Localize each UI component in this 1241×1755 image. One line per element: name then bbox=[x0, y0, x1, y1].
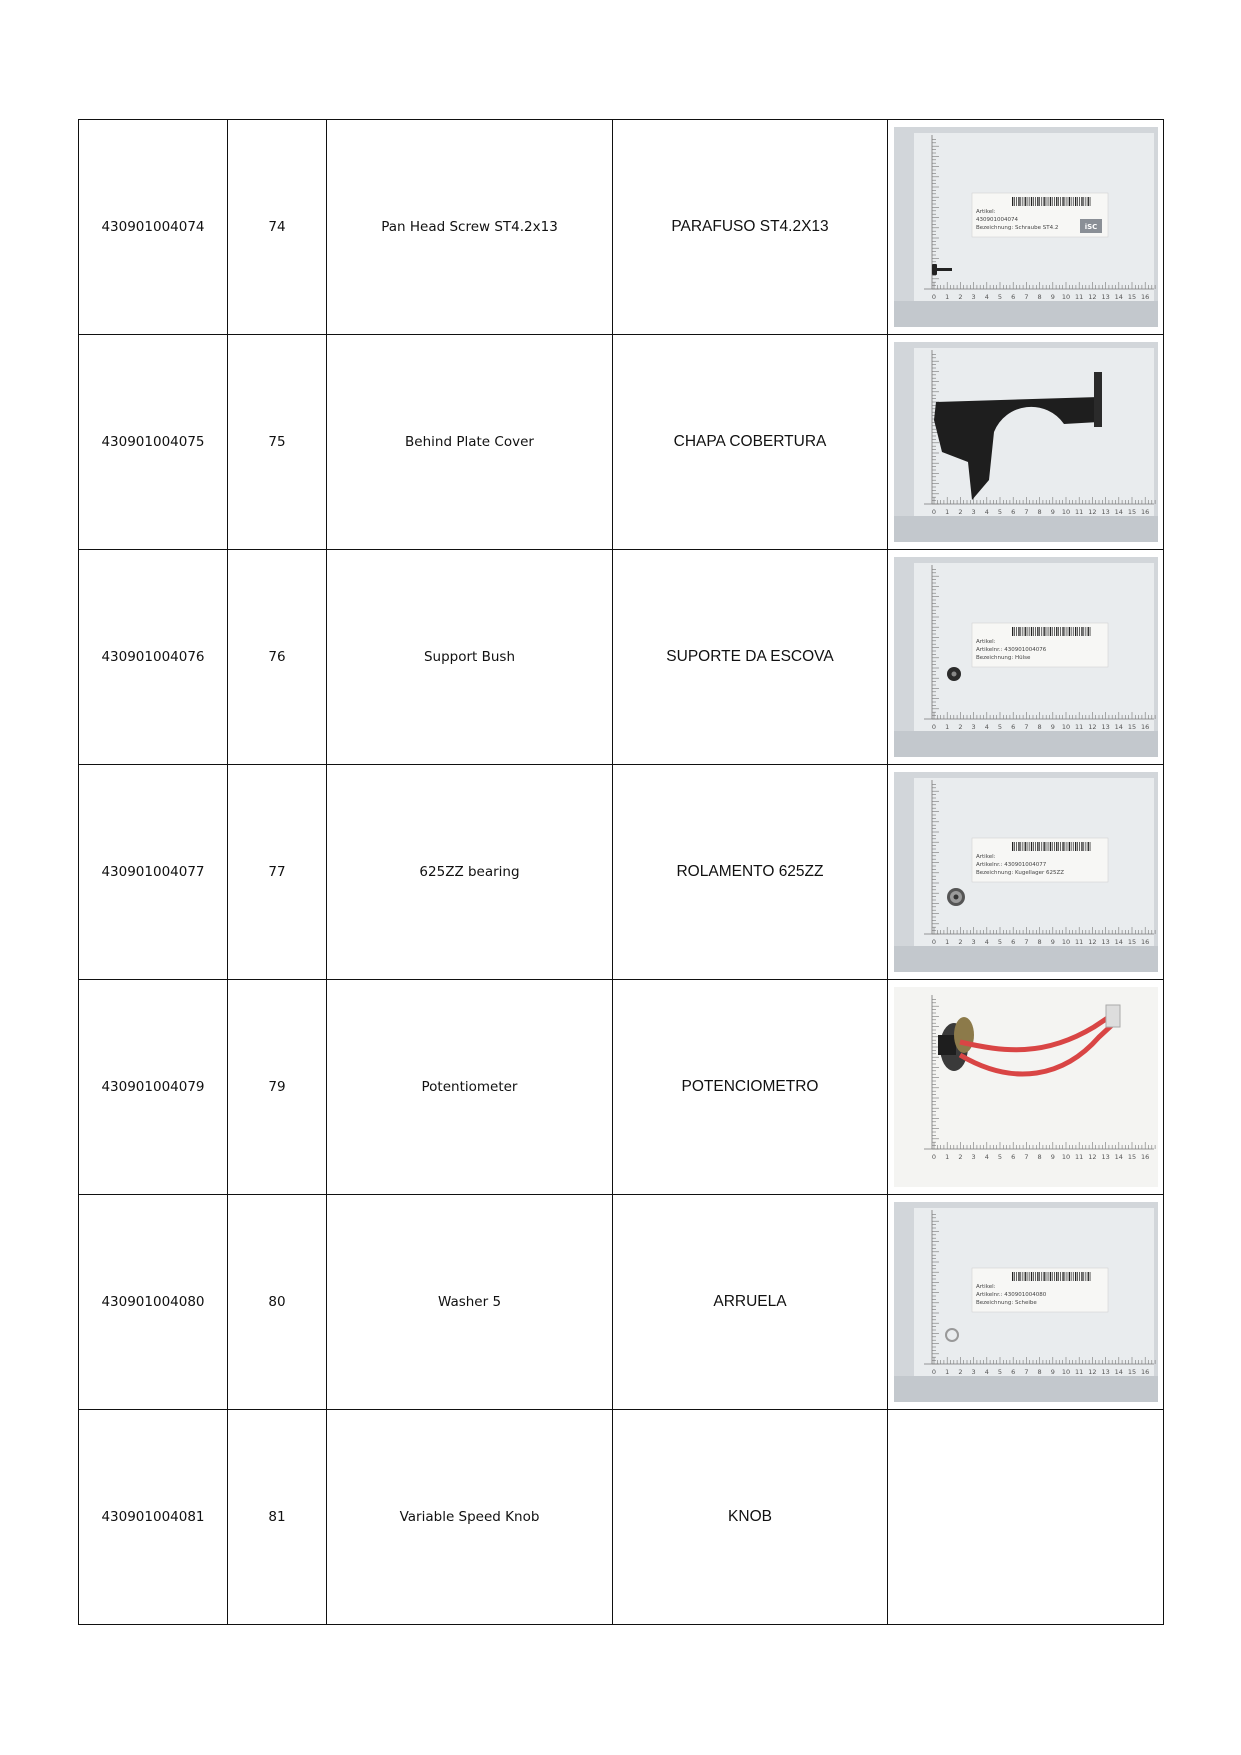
part-photo bbox=[894, 127, 1158, 327]
part-photo-cell bbox=[888, 120, 1164, 335]
ruler-tick-label: 4 bbox=[984, 1153, 989, 1161]
ruler-tick-label: 14 bbox=[1114, 508, 1123, 516]
ruler-tick-label: 6 bbox=[1010, 723, 1015, 731]
ruler-tick-label: 14 bbox=[1114, 938, 1123, 946]
part-number-cell: 430901004074 bbox=[79, 120, 228, 335]
bearing-icon bbox=[947, 888, 965, 906]
table-row bbox=[79, 980, 1164, 1195]
ruler-tick-label: 11 bbox=[1074, 1153, 1083, 1161]
ruler-tick-label: 4 bbox=[984, 293, 989, 301]
ruler-tick-label: 6 bbox=[1010, 508, 1015, 516]
ruler-tick-label: 8 bbox=[1037, 1368, 1042, 1376]
ruler-tick-label: 8 bbox=[1037, 723, 1042, 731]
ruler-tick-label: 3 bbox=[971, 938, 976, 946]
ruler-tick-label: 7 bbox=[1023, 293, 1028, 301]
portuguese-description-cell: POTENCIOMETRO bbox=[613, 980, 888, 1195]
portuguese-description-cell: PARAFUSO ST4.2X13 bbox=[613, 120, 888, 335]
ruler-tick-label: 4 bbox=[984, 938, 989, 946]
ruler-tick-label: 11 bbox=[1074, 293, 1083, 301]
ruler-tick-label: 10 bbox=[1061, 1153, 1070, 1161]
ruler-tick-label: 12 bbox=[1087, 508, 1097, 516]
ruler-tick-label: 0 bbox=[931, 508, 936, 516]
ruler-tick-label: 3 bbox=[971, 1153, 976, 1161]
item-label-line: Artikel: bbox=[975, 639, 995, 645]
ruler-tick-label: 16 bbox=[1140, 938, 1149, 946]
ruler-tick-label: 0 bbox=[931, 1368, 936, 1376]
part-number-cell: 430901004076 bbox=[79, 550, 228, 765]
ruler-tick-label: 16 bbox=[1140, 1368, 1149, 1376]
item-label-line: Artikelnr.: 430901004080 bbox=[975, 1292, 1046, 1298]
item-label-line: Artikelnr.: 430901004076 bbox=[975, 647, 1046, 653]
ruler-tick-label: 0 bbox=[931, 938, 936, 946]
ruler-tick-label: 14 bbox=[1114, 1153, 1123, 1161]
item-label-line: Artikel: bbox=[975, 854, 995, 860]
ruler-tick-label: 0 bbox=[931, 1153, 936, 1161]
ruler-tick-label: 8 bbox=[1037, 508, 1042, 516]
ruler-tick-label: 5 bbox=[997, 723, 1002, 731]
ruler-tick-label: 11 bbox=[1074, 723, 1083, 731]
part-photo-cell bbox=[888, 980, 1164, 1195]
ruler-tick-label: 2 bbox=[957, 1153, 962, 1161]
ruler-tick-label: 11 bbox=[1074, 938, 1083, 946]
position-number-cell: 81 bbox=[228, 1410, 327, 1625]
ruler-tick-label: 0 bbox=[931, 723, 936, 731]
ruler-tick-label: 5 bbox=[997, 1368, 1002, 1376]
parts-table bbox=[78, 119, 1164, 1625]
part-photo bbox=[894, 772, 1158, 972]
ruler-tick-label: 15 bbox=[1127, 293, 1136, 301]
ruler-tick-label: 15 bbox=[1127, 1368, 1136, 1376]
ruler-tick-label: 8 bbox=[1037, 1153, 1042, 1161]
ruler-tick-label: 13 bbox=[1100, 1368, 1110, 1376]
ruler-tick-label: 6 bbox=[1010, 293, 1015, 301]
ruler-tick-label: 13 bbox=[1100, 293, 1110, 301]
ruler-tick-label: 10 bbox=[1061, 1368, 1070, 1376]
ruler-tick-label: 5 bbox=[997, 938, 1002, 946]
ruler-tick-label: 2 bbox=[957, 508, 962, 516]
ruler-tick-label: 10 bbox=[1061, 938, 1070, 946]
ruler-tick-label: 0 bbox=[931, 293, 936, 301]
ruler-tick-label: 1 bbox=[944, 1368, 949, 1376]
english-description-cell: Potentiometer bbox=[327, 980, 613, 1195]
ruler-tick-label: 9 bbox=[1050, 1153, 1055, 1161]
part-photo-cell bbox=[888, 1195, 1164, 1410]
part-photo bbox=[894, 987, 1158, 1187]
ruler-tick-label: 6 bbox=[1010, 1368, 1015, 1376]
ruler-tick-label: 5 bbox=[997, 508, 1002, 516]
part-photo bbox=[894, 557, 1158, 757]
item-label-card bbox=[972, 193, 1108, 237]
table-row bbox=[79, 335, 1164, 550]
ruler-tick-label: 1 bbox=[944, 508, 949, 516]
ruler-tick-label: 7 bbox=[1023, 723, 1028, 731]
ruler-tick-label: 2 bbox=[957, 938, 962, 946]
part-number-cell: 430901004077 bbox=[79, 765, 228, 980]
english-description-cell: Pan Head Screw ST4.2x13 bbox=[327, 120, 613, 335]
ruler-tick-label: 13 bbox=[1100, 723, 1110, 731]
ruler-tick-label: 1 bbox=[944, 938, 949, 946]
ruler-tick-label: 9 bbox=[1050, 293, 1055, 301]
ruler-tick-label: 9 bbox=[1050, 508, 1055, 516]
part-photo-cell bbox=[888, 335, 1164, 550]
part-number-cell: 430901004081 bbox=[79, 1410, 228, 1625]
position-number-cell: 79 bbox=[228, 980, 327, 1195]
ruler-tick-label: 13 bbox=[1100, 1153, 1110, 1161]
ruler-tick-label: 4 bbox=[984, 508, 989, 516]
ruler-tick-label: 1 bbox=[944, 293, 949, 301]
position-number-cell: 76 bbox=[228, 550, 327, 765]
part-photo bbox=[894, 1202, 1158, 1402]
ruler-tick-label: 7 bbox=[1023, 1368, 1028, 1376]
table-row bbox=[79, 1410, 1164, 1625]
ruler-tick-label: 4 bbox=[984, 723, 989, 731]
ruler-tick-label: 15 bbox=[1127, 508, 1136, 516]
ruler-tick-label: 15 bbox=[1127, 1153, 1136, 1161]
ruler-tick-label: 15 bbox=[1127, 723, 1136, 731]
table-row bbox=[79, 1195, 1164, 1410]
ruler-tick-label: 2 bbox=[957, 293, 962, 301]
english-description-cell: 625ZZ bearing bbox=[327, 765, 613, 980]
position-number-cell: 75 bbox=[228, 335, 327, 550]
part-number-cell: 430901004079 bbox=[79, 980, 228, 1195]
ruler-tick-label: 12 bbox=[1087, 1153, 1097, 1161]
ruler-tick-label: 10 bbox=[1061, 508, 1070, 516]
ruler-tick-label: 3 bbox=[971, 1368, 976, 1376]
ruler-tick-label: 1 bbox=[944, 723, 949, 731]
part-photo bbox=[894, 342, 1158, 542]
ruler-tick-label: 14 bbox=[1114, 723, 1123, 731]
item-label-line: Artikel: bbox=[975, 1284, 995, 1290]
bush-icon bbox=[947, 667, 961, 681]
item-label-line: Artikel: bbox=[975, 209, 995, 215]
english-description-cell: Behind Plate Cover bbox=[327, 335, 613, 550]
table-row bbox=[79, 765, 1164, 980]
ruler-tick-label: 16 bbox=[1140, 1153, 1149, 1161]
ruler-tick-label: 7 bbox=[1023, 938, 1028, 946]
ruler-tick-label: 13 bbox=[1100, 938, 1110, 946]
item-label-line: Bezeichnung: Hülse bbox=[975, 655, 1030, 661]
position-number-cell: 77 bbox=[228, 765, 327, 980]
ruler-tick-label: 12 bbox=[1087, 938, 1097, 946]
ruler-tick-label: 11 bbox=[1074, 1368, 1083, 1376]
ruler-tick-label: 5 bbox=[997, 1153, 1002, 1161]
portuguese-description-cell: KNOB bbox=[613, 1410, 888, 1625]
position-number-cell: 80 bbox=[228, 1195, 327, 1410]
ruler-tick-label: 14 bbox=[1114, 293, 1123, 301]
ruler-tick-label: 2 bbox=[957, 1368, 962, 1376]
ruler-tick-label: 16 bbox=[1140, 723, 1149, 731]
part-photo-cell bbox=[888, 765, 1164, 980]
ruler-tick-label: 16 bbox=[1140, 293, 1149, 301]
ruler-tick-label: 4 bbox=[984, 1368, 989, 1376]
part-photo-cell bbox=[888, 1410, 1164, 1625]
part-number-cell: 430901004080 bbox=[79, 1195, 228, 1410]
english-description-cell: Support Bush bbox=[327, 550, 613, 765]
item-label-card bbox=[972, 623, 1108, 667]
english-description-cell: Variable Speed Knob bbox=[327, 1410, 613, 1625]
ruler-tick-label: 9 bbox=[1050, 938, 1055, 946]
ruler-tick-label: 3 bbox=[971, 293, 976, 301]
ruler-tick-label: 10 bbox=[1061, 723, 1070, 731]
english-description-cell: Washer 5 bbox=[327, 1195, 613, 1410]
ruler-tick-label: 12 bbox=[1087, 1368, 1097, 1376]
position-number-cell: 74 bbox=[228, 120, 327, 335]
ruler-tick-label: 12 bbox=[1087, 723, 1097, 731]
item-label-line: Bezeichnung: Scheibe bbox=[975, 1300, 1037, 1306]
ruler-tick-label: 7 bbox=[1023, 1153, 1028, 1161]
ruler-tick-label: 6 bbox=[1010, 1153, 1015, 1161]
item-label-line: Bezeichnung: Kugellager 625ZZ bbox=[975, 870, 1064, 876]
ruler-tick-label: 15 bbox=[1127, 938, 1136, 946]
portuguese-description-cell: SUPORTE DA ESCOVA bbox=[613, 550, 888, 765]
isc-logo: iSC bbox=[1084, 223, 1097, 231]
item-label-line: 430901004074 bbox=[975, 217, 1018, 223]
item-label-line: Artikelnr.: 430901004077 bbox=[975, 862, 1046, 868]
ruler-tick-label: 12 bbox=[1087, 293, 1097, 301]
part-number-cell: 430901004075 bbox=[79, 335, 228, 550]
ruler-tick-label: 9 bbox=[1050, 723, 1055, 731]
ruler-tick-label: 3 bbox=[971, 508, 976, 516]
portuguese-description-cell: ARRUELA bbox=[613, 1195, 888, 1410]
portuguese-description-cell: ROLAMENTO 625ZZ bbox=[613, 765, 888, 980]
part-photo-cell bbox=[888, 550, 1164, 765]
item-label-card bbox=[972, 1268, 1108, 1312]
ruler-tick-label: 14 bbox=[1114, 1368, 1123, 1376]
ruler-tick-label: 6 bbox=[1010, 938, 1015, 946]
ruler-tick-label: 13 bbox=[1100, 508, 1110, 516]
item-label-card bbox=[972, 838, 1108, 882]
item-label-line: Bezeichnung: Schraube ST4.2 bbox=[975, 225, 1058, 231]
ruler-tick-label: 10 bbox=[1061, 293, 1070, 301]
table-row bbox=[79, 120, 1164, 335]
portuguese-description-cell: CHAPA COBERTURA bbox=[613, 335, 888, 550]
ruler-tick-label: 7 bbox=[1023, 508, 1028, 516]
ruler-tick-label: 9 bbox=[1050, 1368, 1055, 1376]
ruler-tick-label: 2 bbox=[957, 723, 962, 731]
ruler-tick-label: 16 bbox=[1140, 508, 1149, 516]
ruler-tick-label: 8 bbox=[1037, 938, 1042, 946]
ruler-tick-label: 8 bbox=[1037, 293, 1042, 301]
ruler-tick-label: 5 bbox=[997, 293, 1002, 301]
ruler-tick-label: 1 bbox=[944, 1153, 949, 1161]
ruler-tick-label: 11 bbox=[1074, 508, 1083, 516]
table-row bbox=[79, 550, 1164, 765]
ruler-tick-label: 3 bbox=[971, 723, 976, 731]
